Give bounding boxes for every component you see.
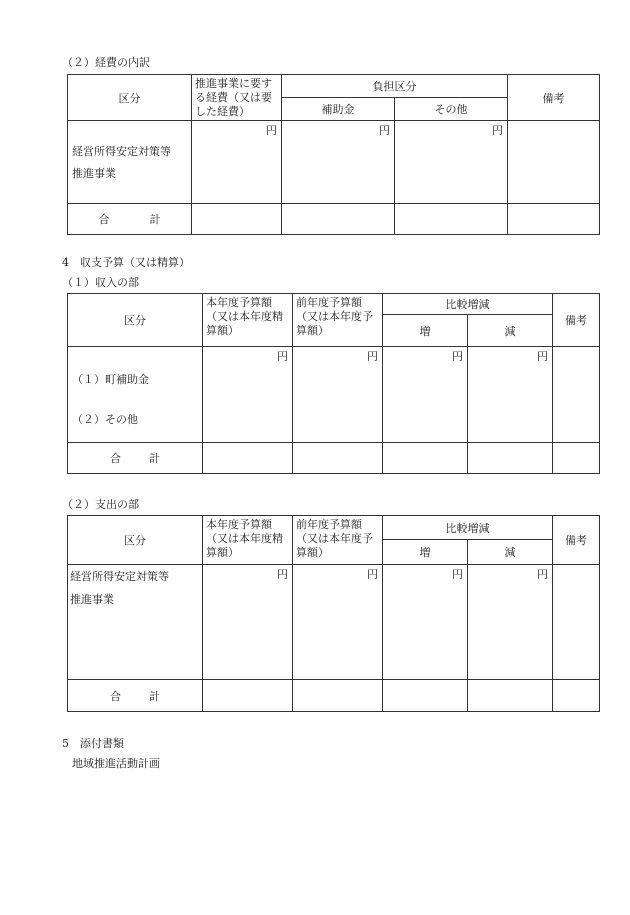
income-total-current <box>203 443 293 474</box>
breakdown-remarks-cell <box>508 121 600 204</box>
breakdown-row-label-line1: 経営所得安定対策等 <box>72 145 171 159</box>
expense-total-label <box>68 680 203 712</box>
breakdown-other-cell <box>395 121 508 204</box>
yen-unit: 円 <box>367 350 378 363</box>
breakdown-total-remarks <box>508 204 600 235</box>
breakdown-header-remarks: 備考 <box>508 75 600 121</box>
breakdown-header-other: その他 <box>395 97 508 121</box>
attachment-item: 地域推進活動計画 <box>72 757 160 770</box>
income-item-town-subsidy: （１）町補助金 <box>72 373 149 386</box>
expense-header-category: 区分 <box>68 516 203 565</box>
breakdown-header-subsidy: 補助金 <box>282 97 395 121</box>
income-total-label <box>68 443 203 474</box>
expense-header-compare: 比較増減 <box>383 516 553 540</box>
yen-unit: 円 <box>277 350 288 363</box>
breakdown-total-cost <box>192 204 282 235</box>
expense-header-previous: 前年度予算額（又は本年度予算額） <box>293 516 383 565</box>
total-char-b: 計 <box>149 689 160 703</box>
breakdown-total-label <box>68 204 192 235</box>
breakdown-header-cost: 推進事業に要する経費（又は要した経費） <box>192 75 282 121</box>
total-char-b: 計 <box>149 213 161 227</box>
yen-unit: 円 <box>452 350 463 363</box>
income-table <box>67 293 600 474</box>
expense-items-cell <box>68 565 203 680</box>
income-items-cell <box>68 347 203 443</box>
breakdown-total-subsidy <box>282 204 395 235</box>
breakdown-row-label-line2: 推進事業 <box>72 167 116 181</box>
income-header-current: 本年度予算額（又は本年度精算額） <box>203 294 293 347</box>
breakdown-row-label <box>68 121 192 204</box>
expense-header-current: 本年度予算額（又は本年度精算額） <box>203 516 293 565</box>
expense-remarks-cell <box>553 565 600 680</box>
income-header-remarks: 備考 <box>553 294 600 347</box>
section5-heading: 5 添付書類 <box>62 737 124 750</box>
expense-increase-cell <box>383 565 468 680</box>
breakdown-heading: （２）経費の内訳 <box>62 56 150 69</box>
total-char-b: 計 <box>149 452 160 465</box>
income-previous-cell <box>293 347 383 443</box>
yen-unit: 円 <box>452 568 463 581</box>
yen-unit: 円 <box>537 350 548 363</box>
yen-unit: 円 <box>277 568 288 581</box>
income-decrease-cell <box>468 347 553 443</box>
yen-unit: 円 <box>367 568 378 581</box>
expense-header-decrease: 減 <box>468 540 553 565</box>
breakdown-table <box>67 74 600 235</box>
breakdown-cost-cell <box>192 121 282 204</box>
income-header-previous: 前年度予算額（又は本年度予算額） <box>293 294 383 347</box>
breakdown-header-burden: 負担区分 <box>282 75 508 98</box>
income-total-decrease <box>468 443 553 474</box>
income-total-previous <box>293 443 383 474</box>
expense-total-previous <box>293 680 383 712</box>
income-current-cell <box>203 347 293 443</box>
expense-heading: （２）支出の部 <box>62 498 139 511</box>
expense-decrease-cell <box>468 565 553 680</box>
income-item-other: （２）その他 <box>72 413 138 426</box>
section4-heading: 4 収支予算（又は精算） <box>62 256 190 269</box>
expense-total-decrease <box>468 680 553 712</box>
total-char-a: 合 <box>110 452 121 465</box>
income-header-category: 区分 <box>68 294 203 347</box>
expense-total-current <box>203 680 293 712</box>
income-remarks-cell <box>553 347 600 443</box>
expense-total-increase <box>383 680 468 712</box>
expense-table <box>67 515 600 712</box>
income-heading: （１）収入の部 <box>62 276 139 289</box>
expense-header-remarks: 備考 <box>553 516 600 565</box>
expense-item-line1: 経営所得安定対策等 <box>70 570 169 583</box>
breakdown-header-category: 区分 <box>68 75 192 121</box>
expense-item-line2: 推進事業 <box>70 593 114 606</box>
income-total-increase <box>383 443 468 474</box>
expense-current-cell <box>203 565 293 680</box>
income-header-increase: 増 <box>383 315 468 347</box>
expense-total-remarks <box>553 680 600 712</box>
income-increase-cell <box>383 347 468 443</box>
breakdown-subsidy-cell <box>282 121 395 204</box>
yen-unit: 円 <box>492 124 503 138</box>
yen-unit: 円 <box>537 568 548 581</box>
income-header-compare: 比較増減 <box>383 294 553 315</box>
breakdown-total-other <box>395 204 508 235</box>
total-char-a: 合 <box>98 213 110 227</box>
income-header-decrease: 減 <box>468 315 553 347</box>
total-char-a: 合 <box>110 689 121 703</box>
expense-previous-cell <box>293 565 383 680</box>
yen-unit: 円 <box>379 124 390 138</box>
yen-unit: 円 <box>266 124 277 138</box>
expense-header-increase: 増 <box>383 540 468 565</box>
income-total-remarks <box>553 443 600 474</box>
